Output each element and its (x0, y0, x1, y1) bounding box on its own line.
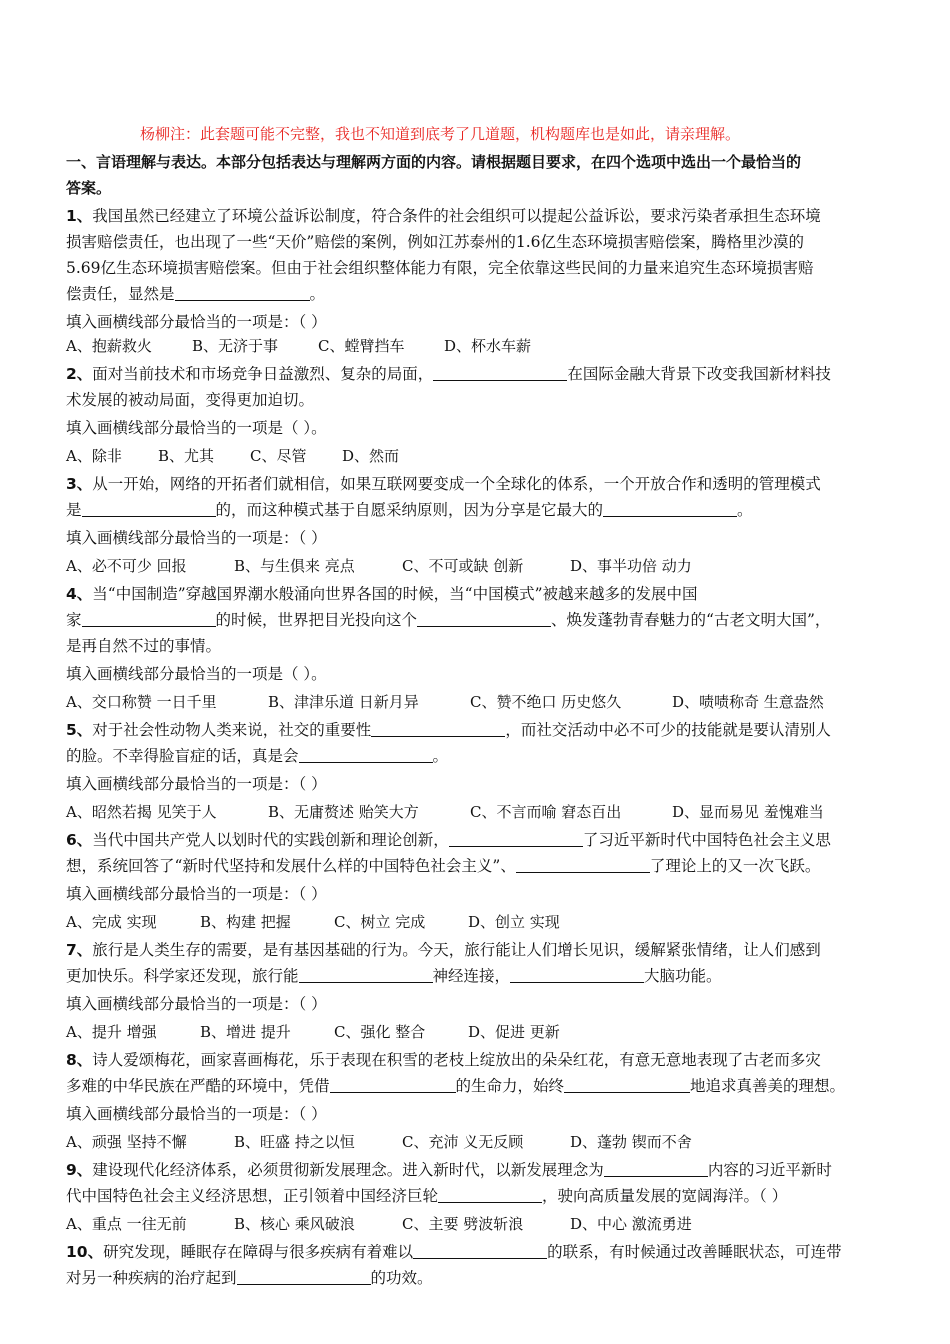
question-2-line-2: 术发展的被动局面，变得更加迫切。 (66, 391, 315, 409)
option-d: D、蓬勃 锲而不舍 (570, 1133, 692, 1151)
question-4-options (66, 692, 888, 714)
question-2-line-1: 2、面对当前技术和市场竞争日益激烈、复杂的局面， 在国际金融大背景下改变我国新材料技 (66, 365, 831, 383)
option-d: D、然而 (342, 447, 400, 465)
answer-blank (330, 1076, 456, 1093)
answer-blank (604, 1160, 708, 1177)
question-4-prompt: 填入画横线部分最恰当的一项是（ ）。 (66, 665, 327, 683)
answer-blank (603, 500, 737, 517)
option-c: C、树立 完成 (334, 913, 426, 931)
answer-blank (175, 284, 310, 301)
answer-blank (516, 856, 650, 873)
option-d: D、啧啧称奇 生意盎然 (672, 693, 824, 711)
question-1-line-1: 1、我国虽然已经建立了环境公益诉讼制度，符合条件的社会组织可以提起公益诉讼，要求污染者承担生态环境 (66, 207, 821, 225)
question-5-line-2: 的脸。不幸得脸盲症的话，真是会 。 (66, 747, 449, 765)
question-6-line-2: 想，系统回答了“新时代坚持和发展什么样的中国特色社会主义”、 了理论上的又一次飞跃。 (66, 857, 821, 875)
question-6-options (66, 912, 888, 934)
question-10-line-2: 对另一种疾病的治疗起到 的功效。 (66, 1269, 433, 1287)
section-heading-cont: 答案。 (66, 179, 112, 197)
question-4-line-1: 4、当“中国制造”穿越国界潮水般涌向世界各国的时候，当“中国模式”被越来越多的发展中国 (66, 585, 698, 603)
option-b: B、与生俱来 亮点 (234, 557, 355, 575)
question-9-options (66, 1214, 888, 1236)
question-1-prompt: 填入画横线部分最恰当的一项是：（ ） (66, 313, 327, 331)
question-5-prompt: 填入画横线部分最恰当的一项是：（ ） (66, 775, 327, 793)
option-a: A、昭然若揭 见笑于人 (66, 803, 217, 821)
question-8-options (66, 1132, 888, 1154)
question-3-line-1: 3、从一开始，网络的开拓者们就相信，如果互联网要变成一个全球化的体系，一个开放合作和透明的管理模式 (66, 475, 821, 493)
option-c: C、强化 整合 (334, 1023, 426, 1041)
answer-blank (237, 1268, 371, 1285)
option-c: C、螳臂挡车 (318, 337, 405, 355)
question-3-prompt: 填入画横线部分最恰当的一项是：（ ） (66, 529, 327, 547)
option-a: A、提升 增强 (66, 1023, 157, 1041)
question-1-line-4: 偿责任，显然是 。 (66, 285, 326, 303)
question-7-line-1: 7、旅行是人类生存的需要，是有基因基础的行为。今天，旅行能让人们增长见识，缓解紧张情绪，让人们感到 (66, 941, 821, 959)
answer-blank (449, 830, 583, 847)
question-number: 1、 (66, 207, 93, 225)
answer-blank (299, 966, 433, 983)
editor-note: 杨柳注：此套题可能不完整，我也不知道到底考了几道题，机构题库也是如此，请亲理解。 (140, 125, 741, 143)
option-c: C、赞不绝口 历史悠久 (470, 693, 622, 711)
option-c: C、不可或缺 创新 (402, 557, 524, 575)
option-a: A、抱薪救火 (66, 337, 152, 355)
question-8-line-1: 8、诗人爱颂梅花，画家喜画梅花，乐于表现在积雪的老枝上绽放出的朵朵红花，有意无意地表现了古老而多灾 (66, 1051, 821, 1069)
option-d: D、显而易见 羞愧难当 (672, 803, 824, 821)
option-d: D、杯水车薪 (444, 337, 532, 355)
option-d: D、中心 激流勇进 (570, 1215, 692, 1233)
question-9-line-1: 9、建设现代化经济体系，必须贯彻新发展理念。进入新时代，以新发展理念为 内容的习近平新时 (66, 1161, 832, 1179)
question-7-line-2: 更加快乐。科学家还发现，旅行能 神经连接， 大脑功能。 (66, 967, 722, 985)
option-a: A、交口称赞 一日千里 (66, 693, 217, 711)
section-heading: 一、言语理解与表达。本部分包括表达与理解两方面的内容。请根据题目要求，在四个选项中选出一个最恰当的 (66, 153, 802, 171)
option-a: A、必不可少 回报 (66, 557, 187, 575)
answer-blank (371, 720, 505, 737)
question-7-prompt: 填入画横线部分最恰当的一项是：（ ） (66, 995, 327, 1013)
question-1-options (66, 336, 888, 358)
question-4-line-2: 家 的时候，世界把目光投向这个 、焕发蓬勃青春魅力的“古老文明大国”， (66, 611, 831, 629)
question-8-line-2: 多难的中华民族在严酷的环境中，凭借 的生命力，始终 地追求真善美的理想。 (66, 1077, 846, 1095)
question-1-line-3: 5.69亿生态环境损害赔偿案。但由于社会组织整体能力有限，完全依靠这些民间的力量来追究生态环境损害赔 (66, 259, 814, 277)
answer-blank (433, 364, 567, 381)
option-c: C、不言而喻 窘态百出 (470, 803, 622, 821)
option-a: A、除非 (66, 447, 122, 465)
question-2-options (66, 446, 888, 468)
option-d: D、促进 更新 (468, 1023, 560, 1041)
answer-blank (82, 500, 216, 517)
question-5-options (66, 802, 888, 824)
option-b: B、无济于事 (192, 337, 279, 355)
question-3-line-2: 是 的，而这种模式基于自愿采纳原则，因为分享是它最大的 。 (66, 501, 753, 519)
question-4-line-3: 是再自然不过的事情。 (66, 637, 222, 655)
answer-blank (299, 746, 433, 763)
answer-blank (438, 1186, 542, 1203)
answer-blank (564, 1076, 690, 1093)
question-7-options (66, 1022, 888, 1044)
question-5-line-1: 5、对于社会性动物人类来说，社交的重要性 ，而社交活动中必不可少的技能就是要认清别人 (66, 721, 831, 739)
option-b: B、无庸赘述 贻笑大方 (268, 803, 419, 821)
option-b: B、构建 把握 (200, 913, 291, 931)
question-10-line-1: 10、研究发现，睡眠存在障碍与很多疾病有着难以 的联系，有时候通过改善睡眠状态，可连带 (66, 1243, 842, 1261)
question-3-options (66, 556, 888, 578)
question-6-line-1: 6、当代中国共产党人以划时代的实践创新和理论创新， 了习近平新时代中国特色社会主义思 (66, 831, 831, 849)
question-6-prompt: 填入画横线部分最恰当的一项是：（ ） (66, 885, 327, 903)
option-c: C、充沛 义无反顾 (402, 1133, 524, 1151)
answer-blank (413, 1242, 547, 1259)
option-b: B、核心 乘风破浪 (234, 1215, 355, 1233)
option-b: B、增进 提升 (200, 1023, 291, 1041)
option-a: A、完成 实现 (66, 913, 157, 931)
option-a: A、顽强 坚持不懈 (66, 1133, 187, 1151)
option-c: C、主要 劈波斩浪 (402, 1215, 524, 1233)
question-9-line-2: 代中国特色社会主义经济思想，正引领着中国经济巨轮 ，驶向高质量发展的宽阔海洋。（ ） (66, 1187, 788, 1205)
option-b: B、津津乐道 日新月异 (268, 693, 419, 711)
option-b: B、尤其 (158, 447, 215, 465)
answer-blank (417, 610, 551, 627)
answer-blank (510, 966, 644, 983)
option-d: D、事半功倍 动力 (570, 557, 692, 575)
option-b: B、旺盛 持之以恒 (234, 1133, 355, 1151)
answer-blank (82, 610, 216, 627)
question-8-prompt: 填入画横线部分最恰当的一项是：（ ） (66, 1105, 327, 1123)
question-1-line-2: 损害赔偿责任，也出现了一些“天价”赔偿的案例，例如江苏泰州的1.6亿生态环境损害赔偿案，腾格里沙漠的 (66, 233, 805, 251)
option-c: C、尽管 (250, 447, 307, 465)
option-a: A、重点 一往无前 (66, 1215, 187, 1233)
option-d: D、创立 实现 (468, 913, 560, 931)
question-2-prompt: 填入画横线部分最恰当的一项是（ ）。 (66, 419, 327, 437)
